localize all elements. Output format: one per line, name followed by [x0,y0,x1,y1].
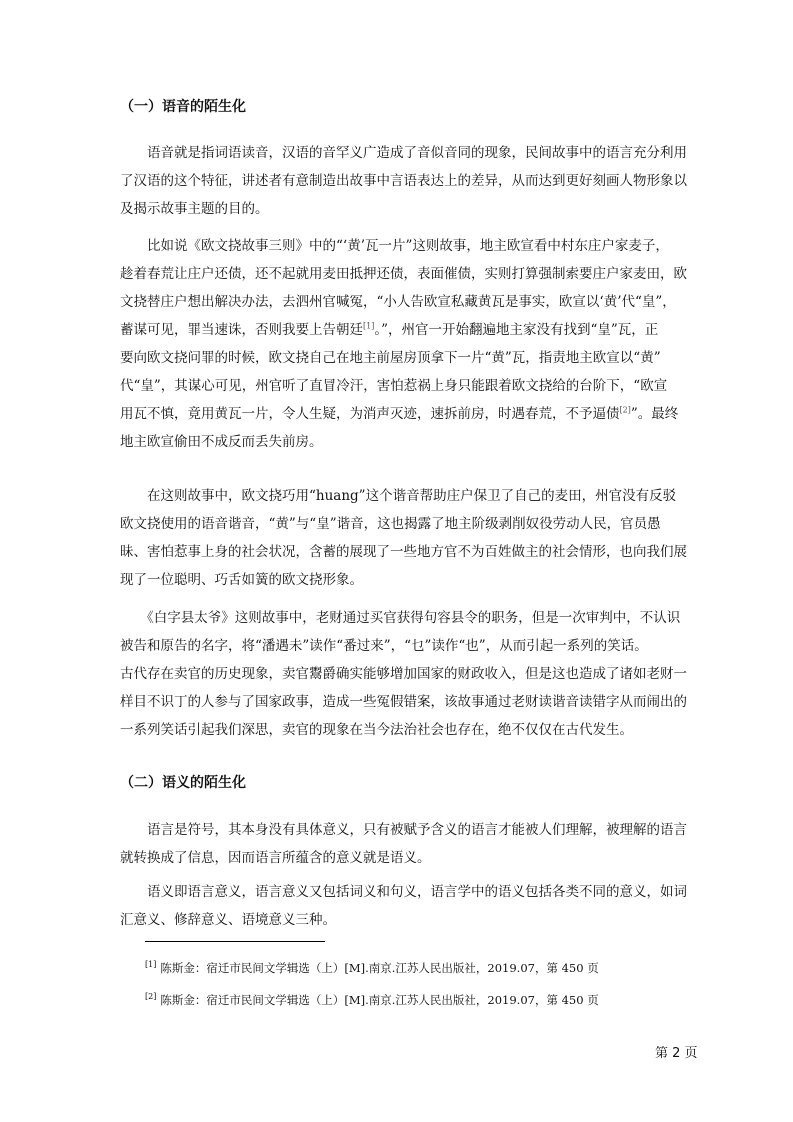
text-segment: 蓄谋可见，罪当速诛，否则我要上告朝廷 [120,322,363,338]
text-line: 语言是符号，其本身没有具体意义，只有被赋予含义的语言才能被人们理解，被理解的语言 [120,822,687,838]
footnote-text: 陈斯金：宿迁市民间文学辑选（上）[M].南京.江苏人民出版社，2019.07，第 450 页 [160,961,599,975]
text-line: 语音就是指词语读音，汉语的音罕义广造成了音似音同的现象，民间故事中的语言充分利用 [120,145,687,161]
footnote-1 [145,960,599,976]
footnote-separator [145,941,325,942]
footnote-text: 陈斯金：宿迁市民间文学辑选（上）[M].南京.江苏人民出版社，2019.07，第 450 页 [160,993,599,1007]
text-line: 代“皇”，其谋心可见，州官听了直冒冷汗，害怕惹祸上身只能跟着欧文挠给的台阶下，“欧宣 [120,378,668,394]
paragraph-story-analysis [120,482,687,594]
text-line [120,316,676,344]
text-line: 古代存在卖官的历史现象，卖官鬻爵确实能够增加国家的财政收入，但是这也造成了诸如老财一 [120,666,687,682]
text-line: 语义即语言意义，语言意义又包括词义和句义，语言学中的语义包括各类不同的意义，如词 [120,884,687,900]
text-line: 欧文挠使用的语音谐音，“黄”与“皇”谐音，这也揭露了地主阶级剥削奴役劳动人民，官员愚 [120,516,661,532]
section-heading-phonetic: （一）语音的陌生化 [120,99,246,115]
footnote-reference-2[interactable]: [2] [619,405,631,415]
footnote-2 [145,992,599,1008]
text-line: 比如说《欧文挠故事三则》中的“‘黄’瓦一片”这则故事，地主欧宣看中村东庄户家麦子， [120,238,669,254]
footnote-mark: [1] [145,960,157,970]
paragraph-example-story [120,232,687,456]
text-line: 在这则故事中，欧文挠巧用“huang”这个谐音帮助庄户保卫了自己的麦田，州官没有反驳 [120,488,677,504]
text-line: 汇意义、修辞意义、语境意义三种。 [120,912,336,928]
text-line [120,400,679,428]
page-number: 第 2 页 [655,1046,698,1061]
text-segment: 。”，州官一开始翻遍地主家没有找到“皇”瓦，正 [374,322,659,338]
text-line: 了汉语的这个特征，讲述者有意制造出故事中言语表达上的差异，从而达到更好刻画人物形象以 [120,173,687,189]
paragraph-phonetic-intro [120,139,687,223]
text-line: 《白字县太爷》这则故事中，老财通过买官获得句容县令的职务，但是一次审判中，不认识 [120,610,681,626]
text-line: 要向欧文挠问罪的时候，欧文挠自己在地主前屋房顶拿下一片“黄”瓦，指责地主欧宣以“黄” [120,350,661,366]
text-line: 文挠替庄户想出解决办法，去泗州官喊冤，“小人告欧宣私藏黄瓦是事实，欧宣以‘黄’代“皇”， [120,294,676,310]
text-line: 地主欧宣偷田不成反而丢失前房。 [120,434,323,450]
paragraph-semantic-types [120,878,687,934]
section-heading-semantic: （二）语义的陌生化 [120,775,246,791]
text-segment: ”。最终 [630,406,679,422]
text-line: 昧、害怕惹事上身的社会状况，含蓄的展现了一些地方官不为百姓做主的社会情形，也向我们展 [120,544,687,560]
text-segment: 用瓦不慎，竟用黄瓦一片，令人生疑，为消声灭迹，速拆前房，时遇春荒，不予逼债 [120,406,620,422]
text-line: 及揭示故事主题的目的。 [120,201,269,217]
text-line: 被告和原告的名字，将“潘遇未”读作“番过来”，“乜”读作“也”，从而引起一系列的笑话。 [120,638,648,654]
text-line: 样目不识丁的人参与了国家政事，造成一些冤假错案，该故事通过老财读谐音读错字从而闹出的 [120,694,687,710]
text-line: 现了一位聪明、巧舌如簧的欧文挠形象。 [120,572,363,588]
text-line: 趁着春荒让庄户还债，还不起就用麦田抵押还债，表面催债，实则打算强制索要庄户家麦田，欧 [120,266,687,282]
paragraph-county-magistrate [120,604,687,744]
text-line: 就转换成了信息，因而语言所蕴含的意义就是语义。 [120,850,431,866]
footnote-reference-1[interactable]: [1] [363,321,375,331]
footnote-mark: [2] [145,992,157,1002]
paragraph-semantic-intro [120,816,687,872]
text-line: 一系列笑话引起我们深思，卖官的现象在当今法治社会也存在，绝不仅仅在古代发生。 [120,722,633,738]
